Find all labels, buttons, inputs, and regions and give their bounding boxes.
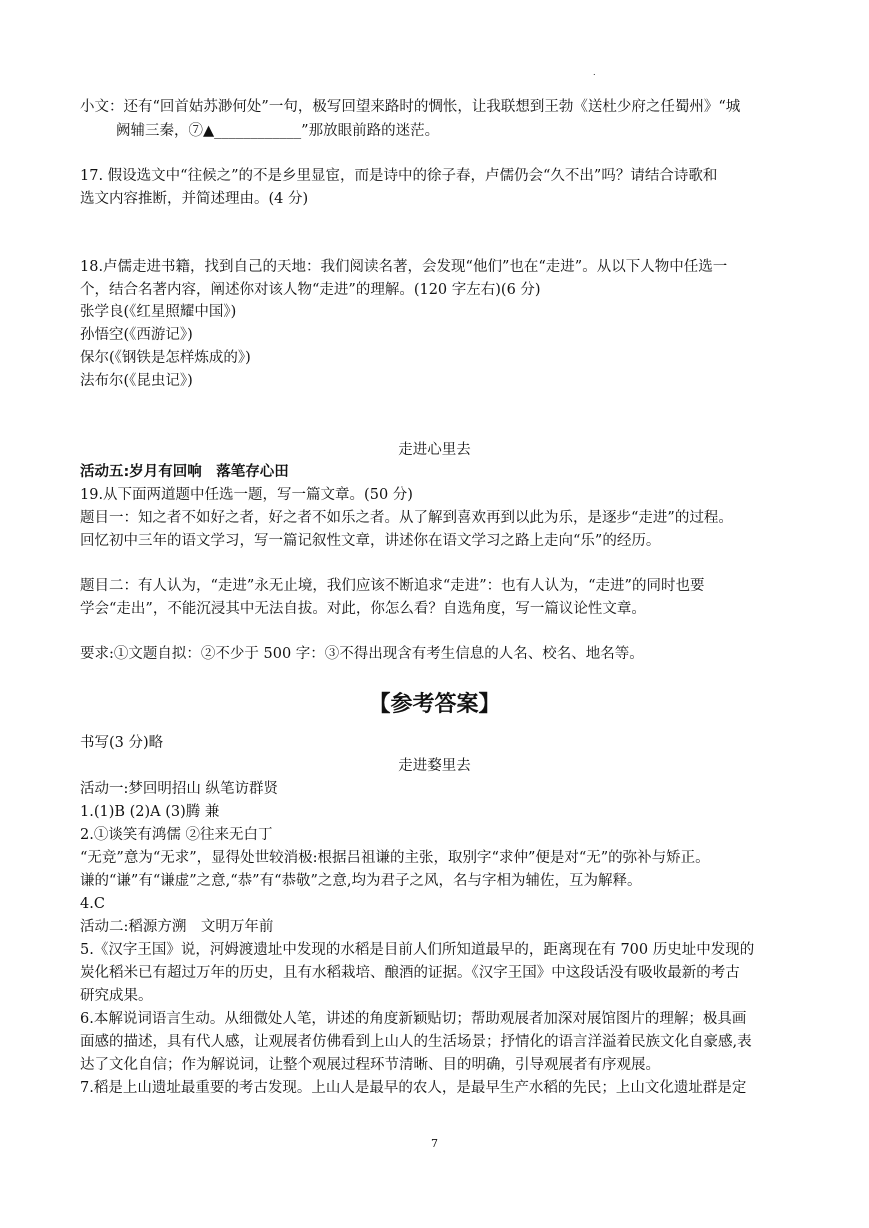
- section-title: 走进婺里去: [398, 758, 471, 774]
- section-title: 走进心里去: [398, 442, 471, 458]
- text-line: 保尔(《钢铁是怎样炼成的》): [80, 350, 251, 366]
- text-line: 17. 假设选文中“往候之”的不是乡里显宦，而是诗中的徐子春，卢儒仍会“久不出”吗？请结合诗歌和: [80, 168, 718, 184]
- page-number: 7: [431, 1137, 438, 1150]
- text-line: 7.稻是上山遗址最重要的考古发现。上山人是最早的农人，是最早生产水稻的先民；上山文化遗址群是定: [80, 1080, 747, 1096]
- text-line: “无竞”意为“无求”，显得处世较消极:根据吕祖谦的主张，取别字“求仲”便是对“无”的弥补与矫正。: [80, 850, 710, 866]
- text-line: 活动五:岁月有回响 落笔存心田: [80, 464, 289, 480]
- text-line: 18.卢儒走进书籍，找到自己的天地：我们阅读名著，会发现“他们”也在“走进”。从以下人物中任选一: [80, 259, 728, 275]
- text-line: 孙悟空(《西游记》): [80, 327, 193, 343]
- text-line: 题目一：知之者不如好之者，好之者不如乐之者。从了解到喜欢再到以此为乐，是逐步“走进”的过程。: [80, 510, 733, 526]
- answer-heading: 【参考答案】: [368, 692, 501, 717]
- text-line: 2.①谈笑有鸿儒 ②往来无白丁: [80, 827, 273, 843]
- text-line: 1.(1)B (2)A (3)腾 兼: [80, 804, 220, 820]
- text-line: 面感的描述，具有代人感，让观展者仿佛看到上山人的生活场景；抒情化的语言洋溢着民族文化自豪感,表: [80, 1034, 752, 1050]
- text-line: 要求:①文题自拟：②不少于 500 字：③不得出现含有考生信息的人名、校名、地名等。: [80, 646, 644, 662]
- text-line: 活动二:稻源方溯 文明万年前: [80, 919, 274, 935]
- text-line: 阙辅三秦，⑦▲____________”那放眼前路的迷茫。: [116, 123, 440, 139]
- text-line: 选文内容推断，并简述理由。(4 分): [80, 191, 309, 207]
- text-line: 题目二：有人认为，“走进”永无止境，我们应该不断追求“走进”：也有人认为，“走进”的同时也要: [80, 578, 705, 594]
- text-line: 19.从下面两道题中任选一题，写一篇文章。(50 分): [80, 487, 413, 503]
- text-line: 个，结合名著内容，阐述你对该人物“走进”的理解。(120 字左右)(6 分): [80, 282, 541, 298]
- text-line: 学会“走出”，不能沉浸其中无法自拔。对此，你怎么看？自选角度，写一篇议论性文章。: [80, 601, 646, 617]
- text-line: 谦的“谦”有“谦虚”之意,“恭”有“恭敬”之意,均为君子之风，名与字相为辅佐，互为解释。: [80, 873, 642, 889]
- text-line: 6.本解说词语言生动。从细微处人笔，讲述的角度新颖贴切；帮助观展者加深对展馆图片的理解；极具画: [80, 1011, 747, 1027]
- text-line: 小文：还有“回首姑苏渺何处”一句，极写回望来路时的惆怅，让我联想到王勃《送杜少府之任蜀州》“城: [80, 99, 741, 115]
- text-line: 5.《汉字王国》说，河姆渡遗址中发现的水稻是目前人们所知道最早的，距离现在有 700 历史址中发现的: [80, 942, 755, 958]
- text-line: 张学良(《红星照耀中国》): [80, 304, 237, 320]
- text-line: 活动一:梦回明招山 纵笔访群贤: [80, 781, 278, 797]
- text-line: 达了文化自信；作为解说词，让整个观展过程环节清晰、目的明确，引导观展者有序观展。: [80, 1057, 660, 1073]
- page-mark: .: [593, 68, 596, 77]
- text-line: 炭化稻米已有超过万年的历史，且有水稻栽培、酿酒的证据。《汉字王国》中这段话没有吸收最新的考古: [80, 965, 740, 981]
- text-line: 回忆初中三年的语文学习，写一篇记叙性文章，讲述你在语文学习之路上走向“乐”的经历。: [80, 533, 661, 549]
- text-line: 法布尔(《昆虫记》): [80, 373, 193, 389]
- text-line: 书写(3 分)略: [80, 735, 164, 751]
- text-line: 研究成果。: [80, 988, 153, 1004]
- text-line: 4.C: [80, 896, 105, 912]
